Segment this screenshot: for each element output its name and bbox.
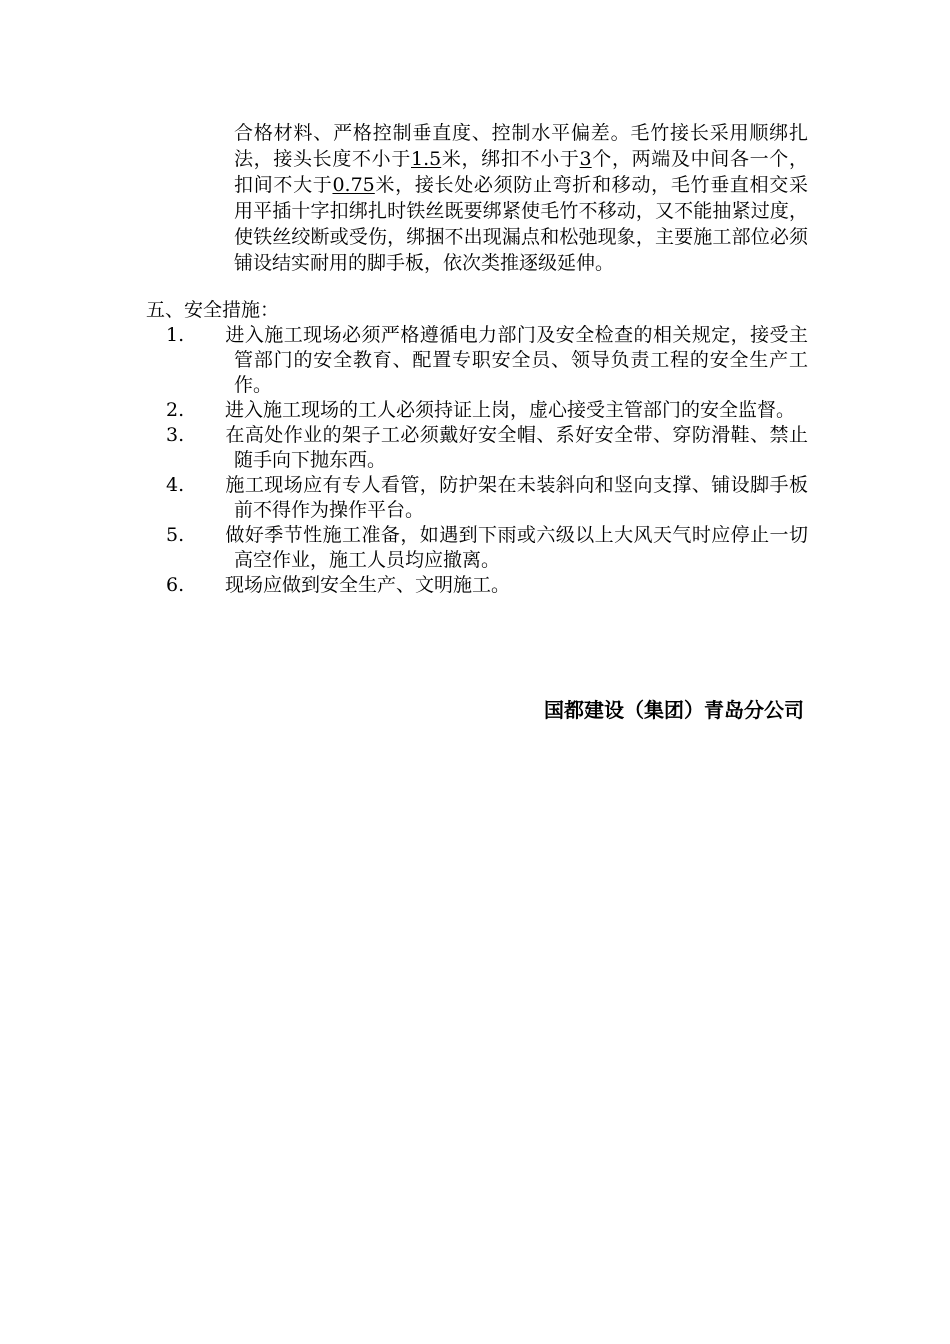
paragraph-text-part1: 合格材料、严格控制垂直度、控制水平偏差。毛竹接长采用顺绑扎法，接头长度不小于 [234, 122, 808, 170]
list-item-number: 6. [166, 574, 185, 596]
paragraph-text-part3: 个，两端及中间各一个，扣间不大于 [234, 148, 808, 196]
list-item-number: 4. [166, 474, 185, 496]
tie-spacing-value: 0.75 [332, 174, 375, 196]
list-item [166, 523, 808, 573]
list-item-text: 进入施工现场的工人必须持证上岗，虚心接受主管部门的安全监督。 [225, 399, 796, 421]
list-item-number: 2. [166, 399, 185, 421]
list-item-text: 在高处作业的架子工必须戴好安全帽、系好安全带、穿防滑鞋、禁止随手向下抛东西。 [225, 424, 808, 471]
list-item [166, 398, 808, 423]
list-item-text: 现场应做到安全生产、文明施工。 [225, 574, 511, 596]
paragraph-text-part4: 米，接长处必须防止弯折和移动，毛竹垂直相交采用平插十字扣绑扎时铁丝既要绑紧使毛竹不移动，又不能抽紧过度，使铁丝绞断或受伤，绑捆不出现漏点和松弛现象，主要施工部位必须铺设结实耐用的脚手板，依次类推逐级延伸。 [234, 174, 808, 274]
list-item-number: 3. [166, 424, 185, 446]
safety-measures-list [166, 323, 808, 598]
list-item-text: 进入施工现场必须严格遵循电力部门及安全检查的相关规定，接受主管部门的安全教育、配置专职安全员、领导负责工程的安全生产工作。 [225, 324, 808, 396]
section-heading-safety: 五、安全措施： [146, 299, 280, 321]
list-item [166, 573, 808, 598]
list-item-number: 5. [166, 524, 185, 546]
paragraph-text-part2: 米，绑扣不小于 [441, 148, 580, 170]
scaffold-binding-paragraph [234, 120, 808, 276]
company-signature: 国都建设（集团）青岛分公司 [544, 698, 804, 722]
list-item [166, 423, 808, 473]
list-item-text: 做好季节性施工准备，如遇到下雨或六级以上大风天气时应停止一切高空作业，施工人员均应撤离。 [225, 524, 808, 571]
list-item [166, 473, 808, 523]
list-item-number: 1. [166, 324, 185, 346]
tie-count-value: 3 [579, 148, 592, 170]
joint-length-value: 1.5 [411, 148, 442, 170]
list-item-text: 施工现场应有专人看管，防护架在未装斜向和竖向支撑、铺设脚手板前不得作为操作平台。 [225, 474, 808, 521]
list-item [166, 323, 808, 398]
